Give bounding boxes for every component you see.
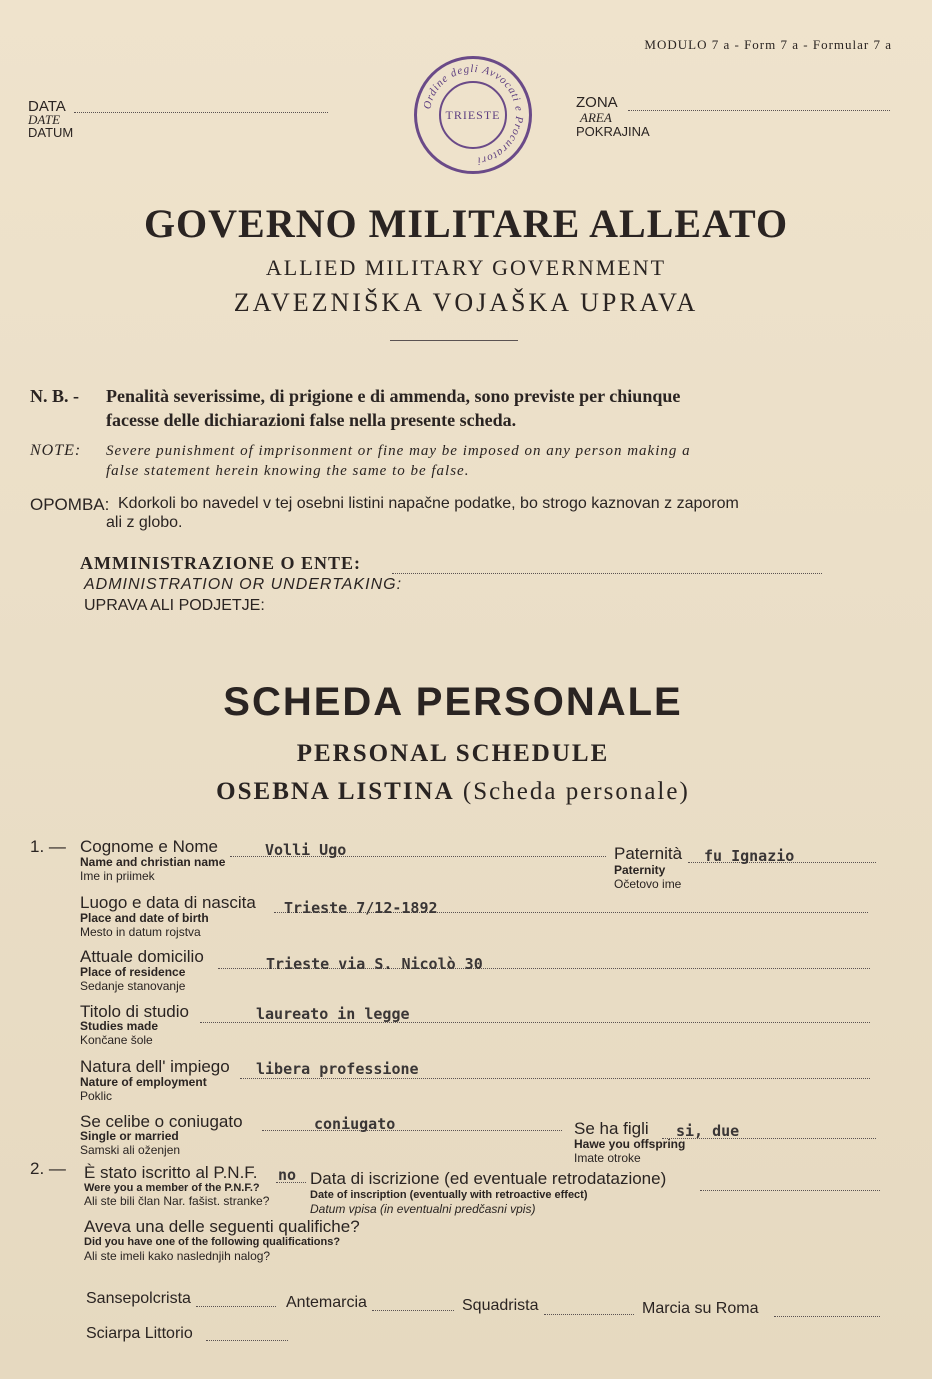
marital-line xyxy=(262,1116,562,1131)
paternity-label-sl: Očetovo ime xyxy=(614,877,682,891)
section-2-number: 2. — xyxy=(30,1159,66,1178)
date-label-en: DATE xyxy=(28,112,61,127)
marital-label-it: Se celibe o coniugato xyxy=(80,1112,243,1131)
studies-label-sl: Končane šole xyxy=(80,1033,153,1047)
schedule-title-slovene xyxy=(0,778,906,806)
title-english: ALLIED MILITARY GOVERNMENT xyxy=(265,255,667,280)
nb-line-2: facesse delle dichiarazioni false nella presente scheda. xyxy=(106,410,517,430)
pnf-label-it: È stato iscritto al P.N.F. xyxy=(84,1163,258,1182)
studies-value: laureato in legge xyxy=(256,1005,410,1023)
studies-label-en: Studies made xyxy=(80,1019,159,1033)
inscription-date-label-en: Date of inscription (eventually with retroactive effect) xyxy=(310,1189,588,1201)
stamp-center-text: TRIESTE xyxy=(445,108,501,122)
paternity-label-en: Paternity xyxy=(614,863,666,877)
schedule-title-italian: SCHEDA PERSONALE xyxy=(223,680,683,724)
form-number: MODULO 7 a - Form 7 a - Formular 7 a xyxy=(644,37,892,52)
date-field xyxy=(28,100,73,139)
qualifications-label-sl: Ali ste imeli kako naslednjih nalog? xyxy=(84,1249,271,1263)
note-line-2: false statement herein knowing the same to be false. xyxy=(106,463,470,479)
birth-label-it: Luogo e data di nascita xyxy=(80,893,256,912)
employment-label-it: Natura dell' impiego xyxy=(80,1057,230,1076)
sciarpa-littorio-line xyxy=(206,1328,288,1341)
nb-line-1: Penalità severissime, di prigione e di ammenda, sono previste per chiunque xyxy=(106,386,681,406)
schedule-title-slovene-paren: (Scheda personale) xyxy=(462,778,690,805)
administration-label-sl: UPRAVA ALI PODJETJE: xyxy=(84,597,265,614)
administration-label-en: ADMINISTRATION OR UNDERTAKING: xyxy=(84,576,403,593)
residence-label-en: Place of residence xyxy=(80,965,186,979)
residence-value: Trieste via S. Nicolò 30 xyxy=(266,955,483,973)
pnf-label-sl: Ali ste bili član Nar. fašist. stranke? xyxy=(84,1194,270,1208)
name-label-en: Name and christian name xyxy=(80,855,226,869)
marital-label-en: Single or married xyxy=(80,1129,179,1143)
title-italian: GOVERNO MILITARE ALLEATO xyxy=(143,201,789,246)
qualifications-label-en: Did you have one of the following qualifications? xyxy=(84,1236,341,1248)
name-value: Volli Ugo xyxy=(265,841,347,859)
date-line xyxy=(74,100,328,113)
offspring-label-sl: Imate otroke xyxy=(574,1151,641,1165)
marcia-su-roma-line xyxy=(774,1304,880,1317)
date-label-it: DATA xyxy=(28,98,66,115)
section-1-number: 1. — xyxy=(30,837,66,856)
name-label-sl: Ime in priimek xyxy=(80,869,155,883)
residence-label-it: Attuale domicilio xyxy=(80,947,204,966)
employment-label-sl: Poklic xyxy=(80,1089,113,1103)
employment-value: libera professione xyxy=(256,1060,419,1078)
pnf-value: no xyxy=(278,1166,297,1184)
qualification-sciarpa-littorio: Sciarpa Littorio xyxy=(86,1325,193,1342)
inscription-date-line xyxy=(700,1176,880,1191)
sansepolcrista-line xyxy=(196,1294,276,1307)
inscription-date-label-sl: Datum vpisa (in eventualni predčasni vpis) xyxy=(310,1202,536,1216)
area-line xyxy=(628,98,890,111)
pnf-label-en: Were you a member of the P.N.F.? xyxy=(84,1182,260,1194)
name-label-it: Cognome e Nome xyxy=(80,837,218,856)
employment-label-en: Nature of employment xyxy=(80,1075,207,1089)
note-label: NOTE: xyxy=(30,442,82,459)
birth-label-sl: Mesto in datum rojstva xyxy=(80,925,201,939)
note-line-1: Severe punishment of imprisonment or fine may be imposed on any person making a xyxy=(106,443,691,459)
date-label-sl: DATUM xyxy=(28,125,74,140)
bar-association-stamp xyxy=(414,56,532,174)
qualification-antemarcia: Antemarcia xyxy=(286,1294,367,1311)
schedule-title-english: PERSONAL SCHEDULE xyxy=(296,740,610,767)
title-slovene: ZAVEZNIŠKA VOJAŠKA UPRAVA xyxy=(233,288,699,317)
nb-label: N. B. - xyxy=(30,386,79,406)
squadrista-line xyxy=(544,1302,634,1315)
area-label-it: ZONA xyxy=(576,94,618,111)
administration-label-it: AMMINISTRAZIONE O ENTE: xyxy=(80,553,362,573)
birth-label-en: Place and date of birth xyxy=(80,911,209,925)
qualification-sansepolcrista: Sansepolcrista xyxy=(86,1290,191,1307)
stamp-outer-text: Ordine degli Avvocati e Procuratori xyxy=(421,62,526,167)
marital-label-sl: Samski ali oženjen xyxy=(80,1143,181,1157)
area-label-en: AREA xyxy=(580,110,612,125)
qualification-squadrista: Squadrista xyxy=(462,1297,539,1314)
area-label-sl: POKRAJINA xyxy=(576,124,650,139)
residence-label-sl: Sedanje stanovanje xyxy=(80,979,186,993)
qualification-marcia-su-roma: Marcia su Roma xyxy=(642,1300,759,1317)
qualifications-label-it: Aveva una delle seguenti qualifiche? xyxy=(84,1217,360,1236)
studies-label-it: Titolo di studio xyxy=(80,1002,189,1021)
offspring-label-en: Hawe you offspring xyxy=(574,1137,686,1151)
schedule-title-slovene-main: OSEBNA LISTINA xyxy=(216,778,455,805)
paternity-value: fu Ignazio xyxy=(704,847,795,865)
offspring-label-it: Se ha figli xyxy=(574,1119,649,1138)
opomba-line-1: Kdorkoli bo navedel v tej osebni listini napačne podatke, bo strogo kaznovan z zaporom xyxy=(118,495,739,512)
offspring-value: si, due xyxy=(676,1122,740,1140)
opomba-line-2: ali z globo. xyxy=(106,514,183,531)
paternity-label-it: Paternità xyxy=(614,844,683,863)
administration-line xyxy=(392,561,822,574)
antemarcia-line xyxy=(372,1298,454,1311)
title-divider xyxy=(390,340,518,341)
marital-value: coniugato xyxy=(314,1115,396,1133)
birth-value: Trieste 7/12-1892 xyxy=(284,899,438,917)
opomba-label: OPOMBA: xyxy=(30,495,110,514)
inscription-date-label-it: Data di iscrizione (ed eventuale retrodatazione) xyxy=(310,1169,667,1188)
